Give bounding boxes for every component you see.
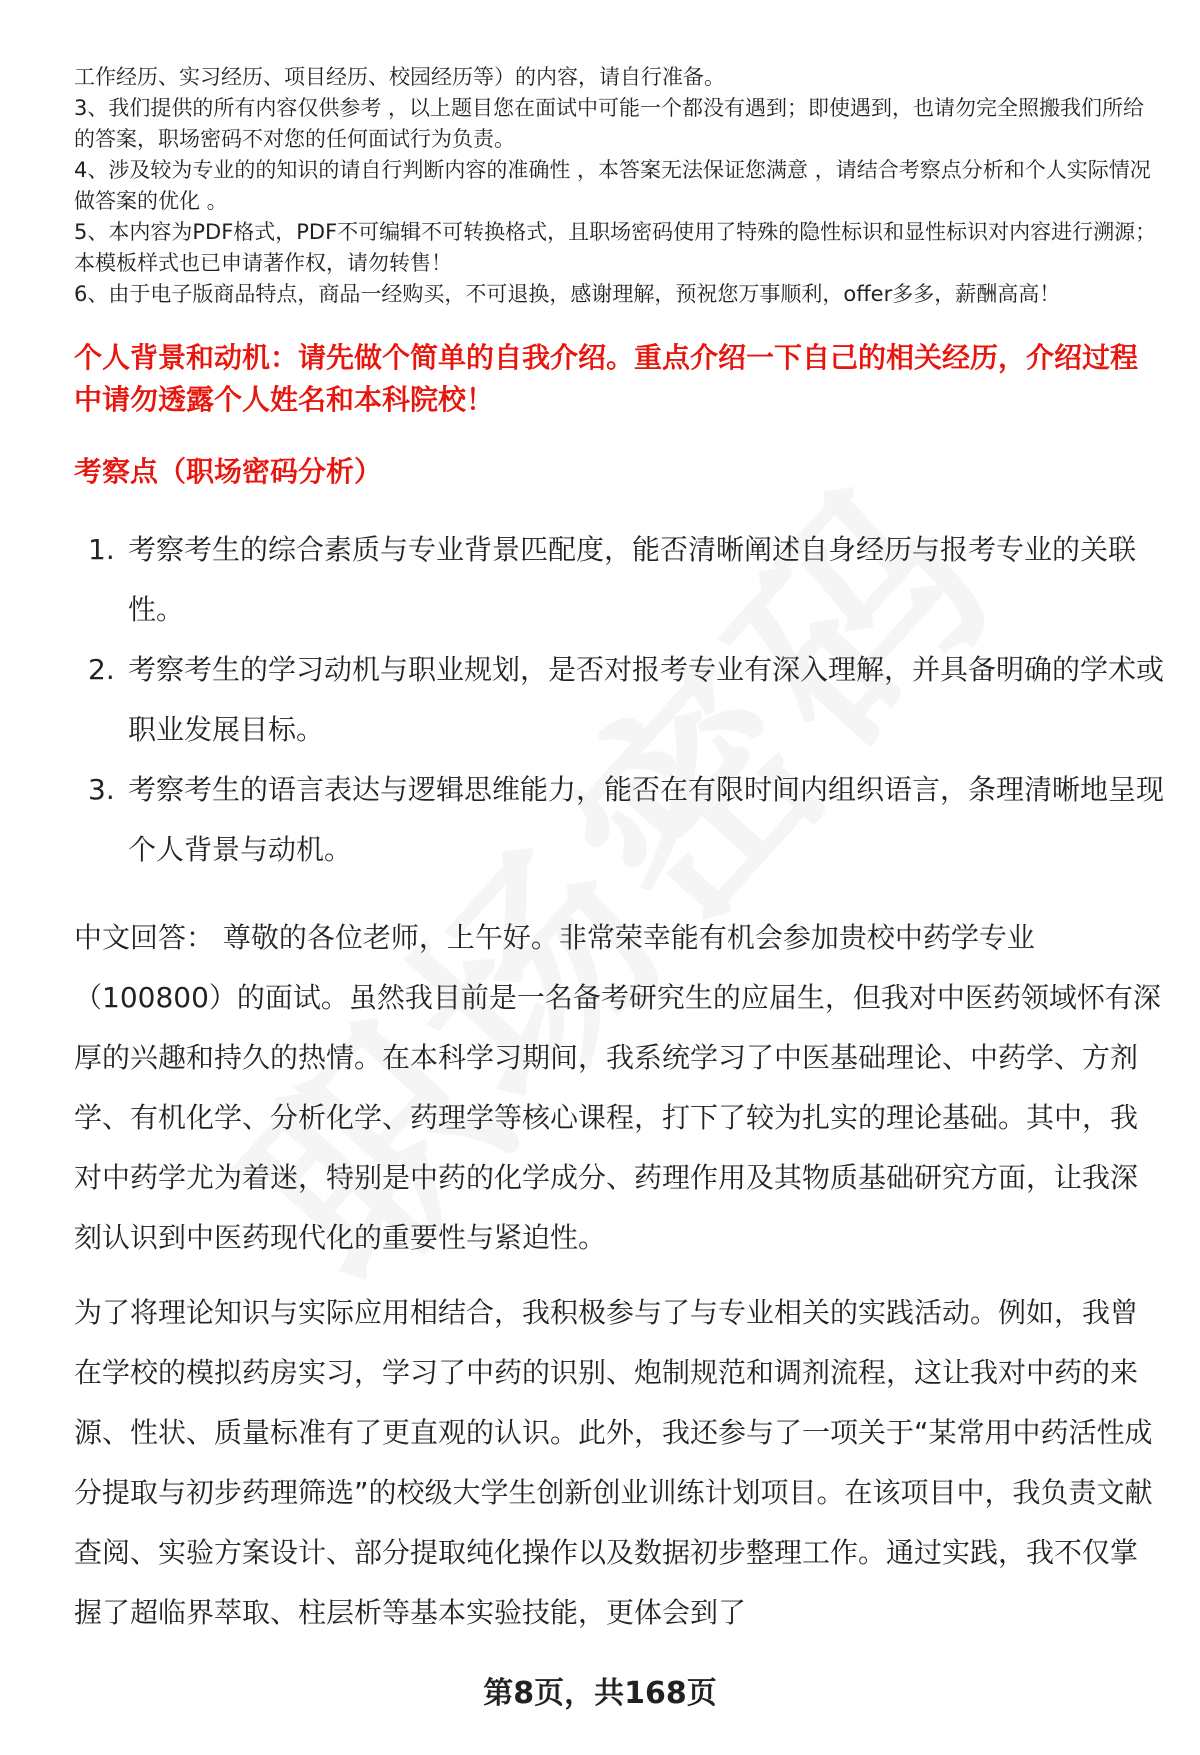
- list-item-text: 考察考生的学习动机与职业规划，是否对报考专业有深入理解，并具备明确的学术或职业发展目标。: [128, 653, 1165, 746]
- question-heading: 个人背景和动机：请先做个简单的自我介绍。重点介绍一下自己的相关经历，介绍过程中请勿透露个人姓名和本科院校！: [74, 341, 1139, 416]
- answer-paragraph: 中文回答： 尊敬的各位老师，上午好。非常荣幸能有机会参加贵校中药学专业（100800）的面试。虽然我目前是一名备考研究生的应届生，但我对中医药领域怀有深厚的兴趣和持久的热情。在本科学习期间，我系统学习了中医基础理论、中药学、方剂学、有机化学、分析化学、药理学等核心课程，打下了较为扎实的理论基础。其中，我对中药学尤为着迷，特别是中药的化学成分、药理作用及其物质基础研究方面，让我深刻认识到中医药现代化的重要性与紧迫性。: [74, 921, 1161, 1254]
- notes-section: [74, 62, 1164, 310]
- list-number: 3.: [88, 773, 115, 806]
- list-item-text: 考察考生的综合素质与专业背景匹配度，能否清晰阐述自身经历与报考专业的关联性。: [128, 533, 1137, 626]
- assessment-points-heading: 考察点（职场密码分析）: [74, 455, 383, 488]
- list-number: 1.: [88, 533, 115, 566]
- note-line: 3、我们提供的所有内容仅供参考 ，以上题目您在面试中可能一个都没有遇到；即使遇到，也请勿完全照搬我们所给的答案，职场密码不对您的任何面试行为负责。: [74, 96, 1145, 151]
- note-line: 5、本内容为PDF格式，PDF不可编辑不可转换格式，且职场密码使用了特殊的隐性标识和显性标识对内容进行溯源；本模板样式也已申请著作权，请勿转售！: [74, 220, 1157, 275]
- list-number: 2.: [88, 653, 115, 686]
- list-item: [74, 520, 1164, 640]
- list-item-text: 考察考生的语言表达与逻辑思维能力，能否在有限时间内组织语言，条理清晰地呈现个人背景与动机。: [128, 773, 1165, 866]
- note-line: 工作经历、实习经历、项目经历、校园经历等）的内容，请自行准备。: [74, 65, 725, 89]
- assessment-points-list: [74, 520, 1164, 880]
- note-line: 4、涉及较为专业的的知识的请自行判断内容的准确性 ，本答案无法保证您满意 ，请结合考察点分析和个人实际情况做答案的优化 。: [74, 158, 1151, 213]
- answer-paragraph: 为了将理论知识与实际应用相结合，我积极参与了与专业相关的实践活动。例如，我曾在学校的模拟药房实习，学习了中药的识别、炮制规范和调剂流程，这让我对中药的来源、性状、质量标准有了更直观的认识。此外，我还参与了一项关于“某常用中药活性成分提取与初步药理筛选”的校级大学生创新创业训练计划项目。在该项目中，我负责文献查阅、实验方案设计、部分提取纯化操作以及数据初步整理工作。通过实践，我不仅掌握了超临界萃取、柱层析等基本实验技能，更体会到了: [74, 1296, 1153, 1629]
- note-line: 6、由于电子版商品特点，商品一经购买，不可退换，感谢理解，预祝您万事顺利，offer多多，薪酬高高！: [74, 282, 1061, 306]
- list-item: [74, 760, 1164, 880]
- page-number: 第8页，共168页: [483, 1676, 717, 1711]
- list-item: [74, 640, 1164, 760]
